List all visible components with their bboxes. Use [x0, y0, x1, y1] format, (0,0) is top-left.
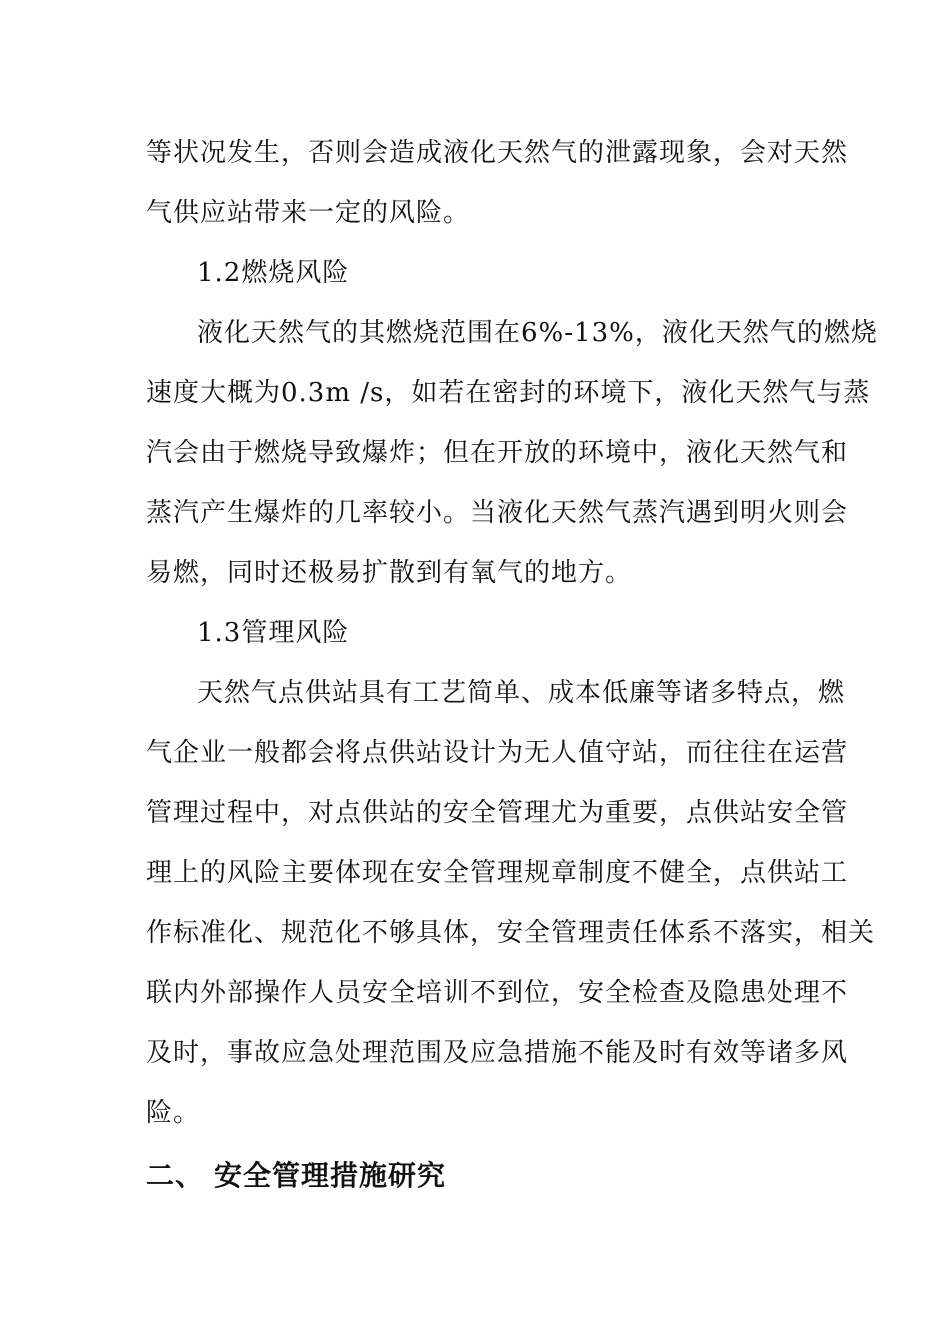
- paragraph-line: 易燃，同时还极易扩散到有氧气的地方。: [146, 558, 633, 588]
- paragraph-line: 管理过程中，对点供站的安全管理尤为重要，点供站安全管: [146, 798, 849, 828]
- paragraph-line: 理上的风险主要体现在安全管理规章制度不健全，点供站工: [146, 858, 849, 888]
- paragraph-line: 气供应站带来一定的风险。: [146, 198, 471, 228]
- section-heading-1-2: 1.2燃烧风险: [197, 258, 350, 288]
- paragraph-line: 汽会由于燃烧导致爆炸；但在开放的环境中，液化天然气和: [146, 438, 849, 468]
- chapter-heading: [146, 1158, 446, 1194]
- paragraph-line: 速度大概为0.3m /s，如若在密封的环境下，液化天然气与蒸: [146, 378, 871, 408]
- paragraph-line: 险。: [146, 1098, 201, 1128]
- section-heading-1-3: 1.3管理风险: [197, 618, 350, 648]
- paragraph-line: 天然气点供站具有工艺简单、成本低廉等诸多特点，燃: [197, 678, 846, 708]
- paragraph-line: 及时，事故应急处理范围及应急措施不能及时有效等诸多风: [146, 1038, 849, 1068]
- paragraph-line: 作标准化、规范化不够具体，安全管理责任体系不落实，相关: [146, 918, 876, 948]
- chapter-heading-number: 二、: [146, 1159, 205, 1192]
- chapter-heading-text: 安全管理措施研究: [214, 1159, 447, 1192]
- paragraph-line: 液化天然气的其燃烧范围在6%-13%，液化天然气的燃烧: [197, 318, 878, 348]
- paragraph-line: 蒸汽产生爆炸的几率较小。当液化天然气蒸汽遇到明火则会: [146, 498, 849, 528]
- paragraph-line: 等状况发生，否则会造成液化天然气的泄露现象，会对天然: [146, 138, 849, 168]
- paragraph-line: 联内外部操作人员安全培训不到位，安全检查及隐患处理不: [146, 978, 849, 1008]
- paragraph-line: 气企业一般都会将点供站设计为无人值守站，而往往在运营: [146, 738, 849, 768]
